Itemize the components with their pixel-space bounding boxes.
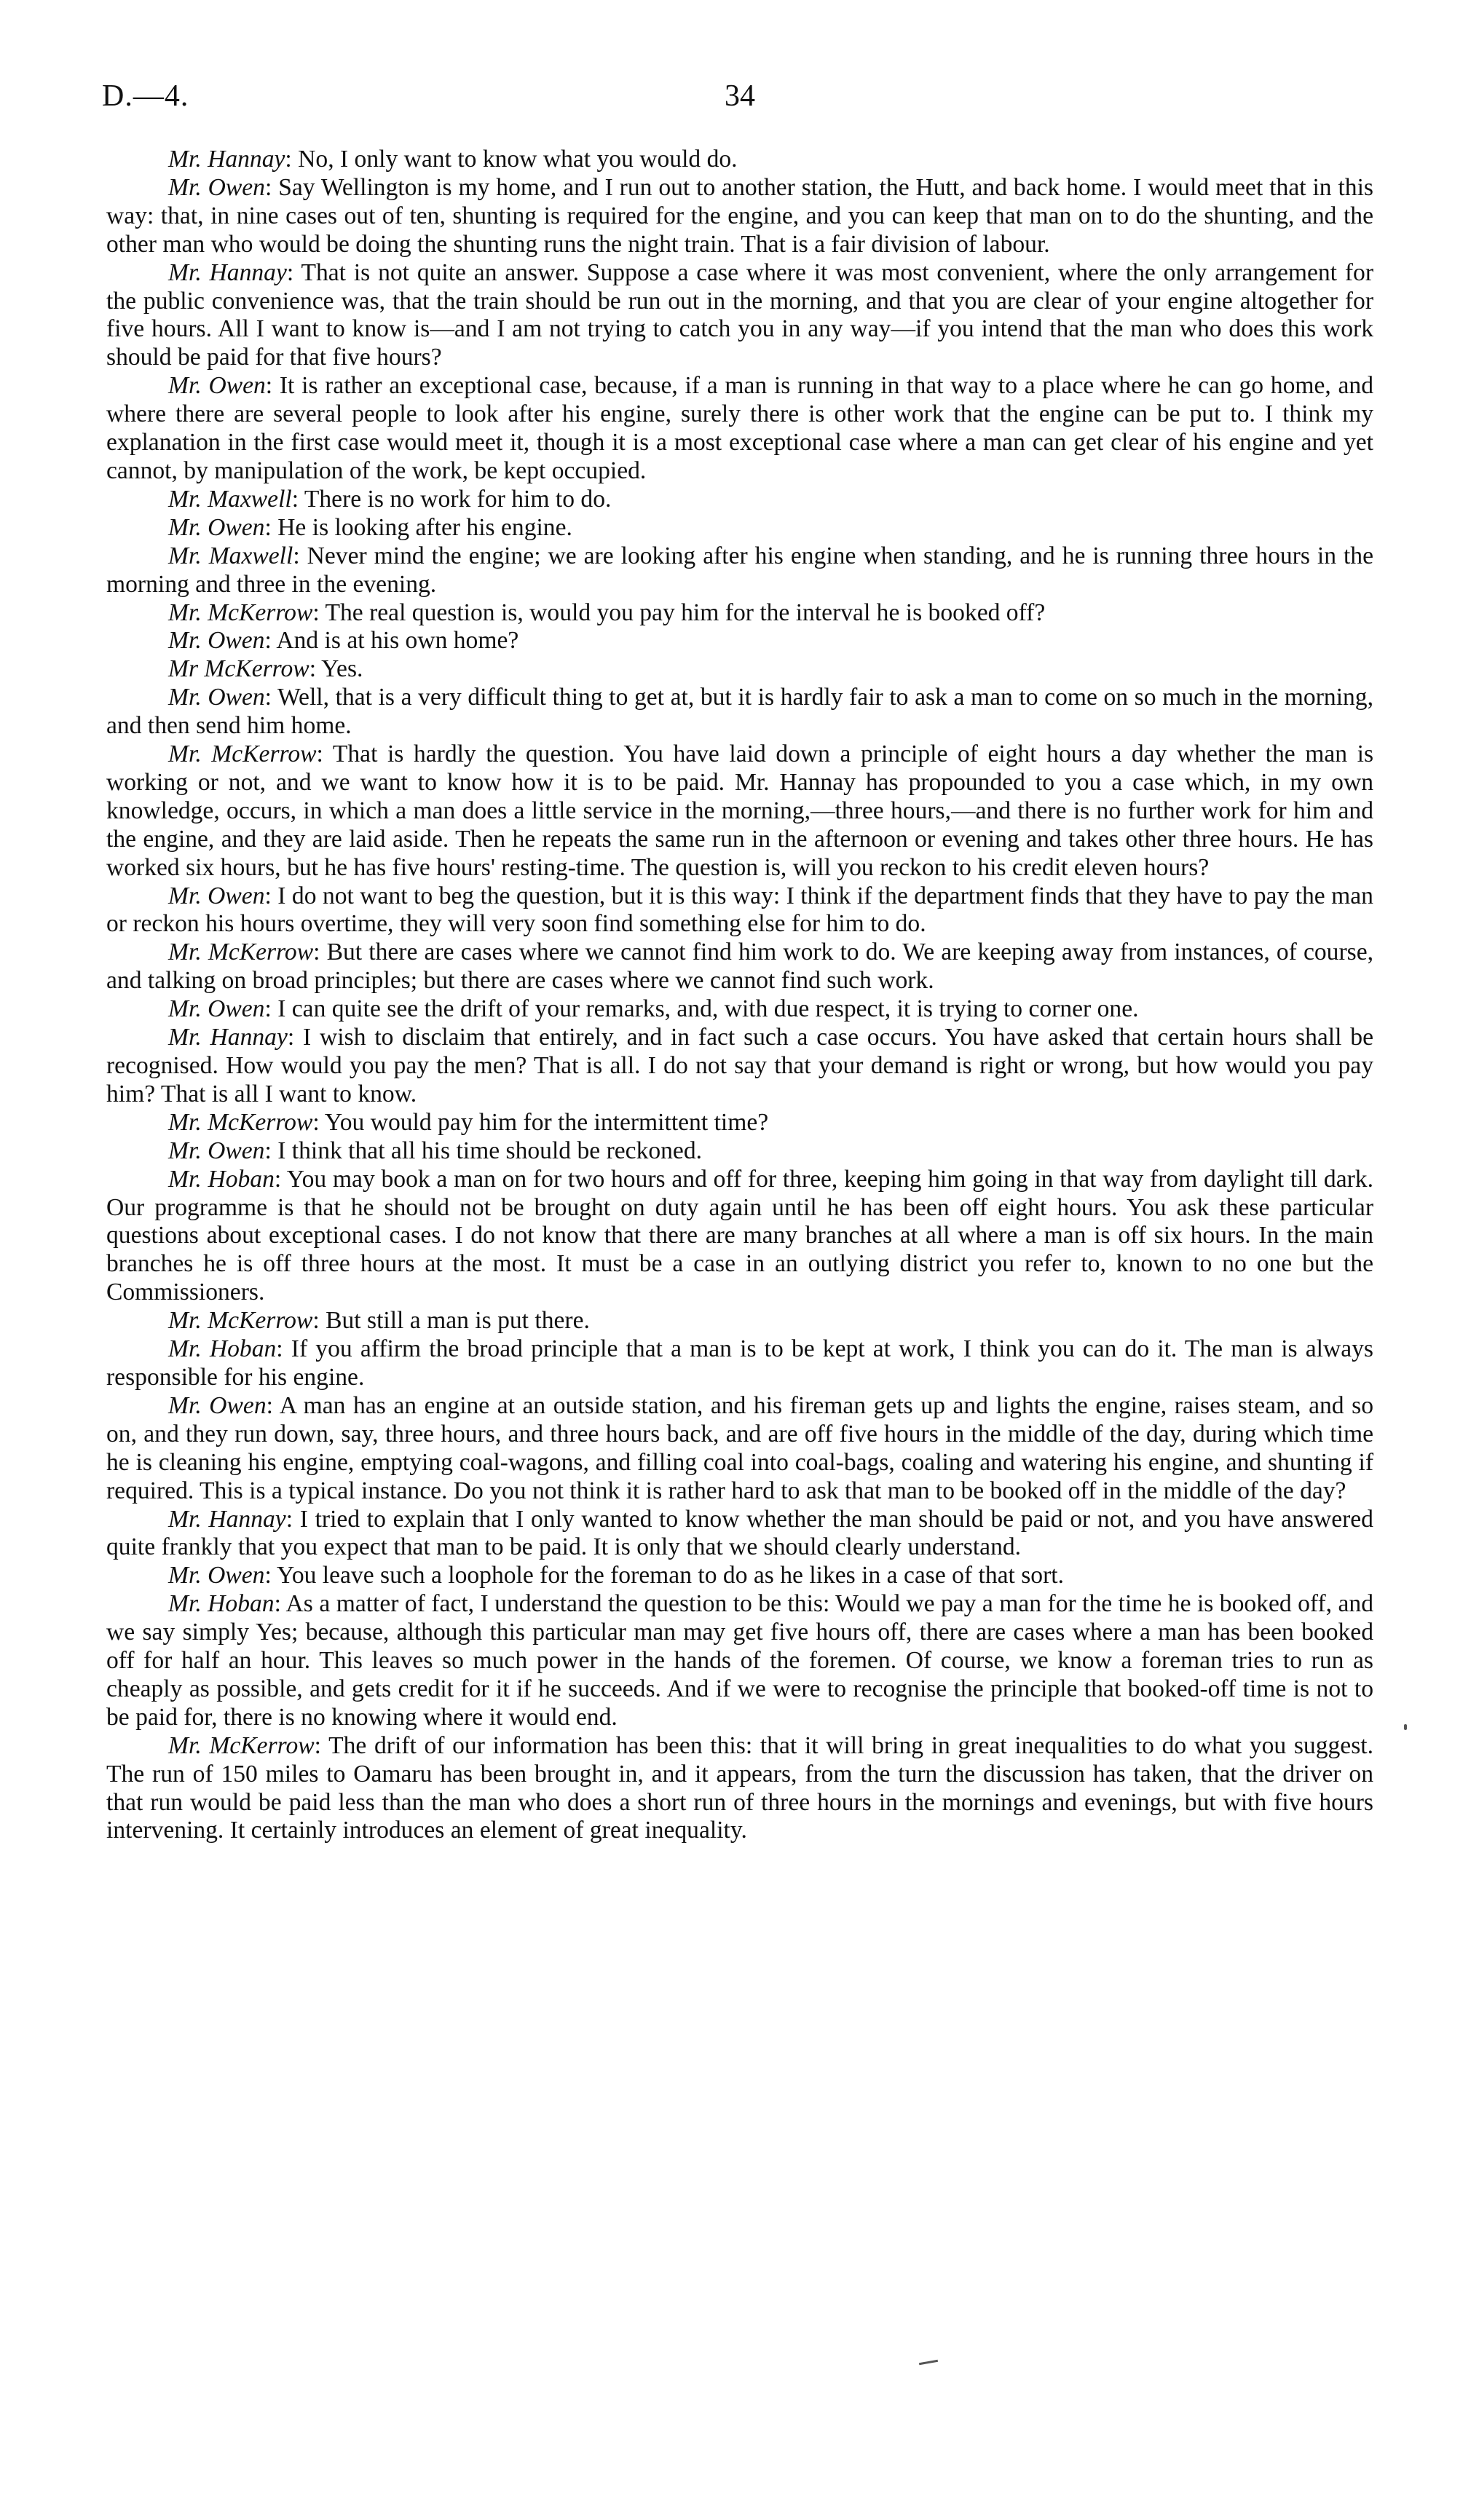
dialogue-paragraph: Mr. Hoban: As a matter of fact, I understand the question to be this: Would we pay a man for the time he is booked off, and we say simply Yes; because, although this particular man may get five hours off, there are cases where a man has been booked off for half an hour. This leaves so much power in the hands of the foremen. Of course, we know a foreman tries to run as cheaply as possible, and gets credit for it if he succeeds. And if we were to recognise the principle that booked-off time is not to be paid for, there is no knowing where it would end. bbox=[106, 1590, 1374, 1731]
speaker-name: Mr. Owen bbox=[168, 1137, 265, 1164]
speaker-name: Mr. Maxwell bbox=[168, 485, 292, 513]
speaker-name: Mr. Hoban bbox=[168, 1335, 277, 1363]
speech-text: I tried to explain that I only wanted to know whether the man should be paid or not, and you have answered quite frankly that you expect that man to be paid. It is only that we should clearly understand. bbox=[106, 1505, 1373, 1561]
dialogue-paragraph: Mr. Hannay: I wish to disclaim that entirely, and in fact such a case occurs. You have asked that certain hours shall be recognised. How would you pay the men? That is all. I do not say that your demand is right or wrong, but how would you pay him? That is all I want to know. bbox=[106, 1024, 1373, 1107]
speaker-name: Mr. Owen bbox=[168, 882, 265, 909]
speaker-name: Mr. Owen bbox=[168, 995, 265, 1023]
speech-text: But still a man is put there. bbox=[326, 1307, 590, 1335]
speaker-name: Mr. Hannay bbox=[168, 146, 285, 173]
speech-text: That is not quite an answer. Suppose a case where it was most convenient, where the only arrangement for the public convenience was, that the train should be run out in the morning, and that you are clear of your engine altogether for five hours. All I want to know is—and I am not trying to catch you in any way—if you intend that the man who does this work should be paid for that five hours? bbox=[106, 258, 1374, 371]
dialogue-paragraph: Mr. Owen: A man has an engine at an outside station, and his fireman gets up and lights the engine, raises steam, and so on, and they run down, say, three hours, and three hours back, and are off five hours in the middle of the day, during which time he is cleaning his engine, emptying coal-wagons, and filling coal into coal-bags, coaling and watering his engine, and shunting if required. This is a typical instance. Do you not think it is rather hard to ask that man to be booked off in the middle of the day? bbox=[106, 1391, 1373, 1504]
speaker-name: Mr. Owen bbox=[168, 372, 266, 400]
speech-text: The real question is, would you pay him for the interval he is booked off? bbox=[325, 599, 1046, 626]
speaker-name: Mr. Hannay bbox=[168, 1505, 286, 1533]
dialogue-paragraph: Mr. Owen: I can quite see the drift of your remarks, and, with due respect, it is trying to corner one. bbox=[168, 995, 1139, 1023]
dialogue-paragraph: Mr. Owen: Say Wellington is my home, and I run out to another station, the Hutt, and back home. I would meet that in this way: that, in nine cases out of ten, shunting is required for the engine, and you can keep that man on to do the shunting, and the other man who would be doing the shunting runs the night train. That is a fair division of labour. bbox=[106, 173, 1373, 258]
dialogue-paragraph: Mr. Hannay: No, I only want to know what you would do. bbox=[168, 146, 738, 173]
dialogue-paragraph: Mr. McKerrow: The real question is, would you pay him for the interval he is booked off? bbox=[168, 599, 1046, 626]
speaker-name: Mr. McKerrow bbox=[168, 939, 314, 966]
speech-text: As a matter of fact, I understand the question to be this: Would we pay a man for the time he is booked off, and we say simply Yes; because, although this particular man may get five hours off, there are cases where a man has been booked off for half an hour. This leaves so much power in the hands of the foremen. Of course, we know a foreman tries to run as cheaply as possible, and gets credit for it if he succeeds. And if we were to recognise the principle that booked-off time is not to be paid for, there is no knowing where it would end. bbox=[106, 1590, 1374, 1731]
dialogue-paragraph: Mr. Owen: I do not want to beg the question, but it is this way: I think if the department finds that they have to pay the man or reckon his hours overtime, they will very soon find something else for him to do. bbox=[106, 882, 1373, 938]
speaker-name: Mr. McKerrow bbox=[168, 1307, 313, 1335]
dialogue-paragraph: Mr. McKerrow: That is hardly the question. You have laid down a principle of eight hours a day whether the man is working or not, and we want to know how it is to be paid. Mr. Hannay has propounded to you a case which, in my own knowledge, occurs, in which a man does a little service in the morning,—three hours,—and there is no further work for him and the engine, and they are laid aside. Then he repeats the same run in the afternoon or evening and takes other three hours. He has worked six hours, but he has five hours' resting-time. The question is, will you reckon to his credit eleven hours? bbox=[106, 740, 1374, 881]
speech-text: If you affirm the broad principle that a man is to be kept at work, I think you can do it. The man is always responsible for his engine. bbox=[106, 1335, 1373, 1391]
speech-text: You leave such a loophole for the foreman to do as he likes in a case of that sort. bbox=[276, 1562, 1064, 1589]
dialogue-paragraph: Mr. Maxwell: Never mind the engine; we are looking after his engine when standing, and he is running three hours in the morning and three in the evening. bbox=[106, 542, 1374, 598]
speech-text: I can quite see the drift of your remarks, and, with due respect, it is trying to corner one. bbox=[277, 995, 1139, 1023]
speaker-name: Mr McKerrow bbox=[168, 655, 309, 683]
speech-text: Yes. bbox=[321, 655, 363, 683]
speech-text: Never mind the engine; we are looking after his engine when standing, and he is running three hours in the morning and three in the evening. bbox=[106, 542, 1374, 598]
margin-mark bbox=[1404, 1724, 1407, 1730]
speaker-name: Mr. Maxwell bbox=[168, 542, 293, 569]
page-number: 34 bbox=[725, 79, 755, 113]
dialogue-paragraph: Mr. Owen: I think that all his time should be reckoned. bbox=[168, 1137, 703, 1164]
speaker-name: Mr. McKerrow bbox=[168, 1108, 313, 1136]
speaker-name: Mr. Owen bbox=[168, 684, 265, 711]
speech-text: You would pay him for the intermittent time? bbox=[324, 1108, 769, 1136]
dialogue-paragraph: Mr. Hannay: That is not quite an answer. Suppose a case where it was most convenient, where the only arrangement for the public convenience was, that the train should be run out in the morning, and that you are clear of your engine altogether for five hours. All I want to know is—and I am not trying to catch you in any way—if you intend that the man who does this work should be paid for that five hours? bbox=[106, 258, 1374, 371]
speech-text: I wish to disclaim that entirely, and in fact such a case occurs. You have asked that certain hours shall be recognised. How would you pay the men? That is all. I do not say that your demand is right or wrong, but how would you pay him? That is all I want to know. bbox=[106, 1024, 1373, 1107]
dialogue-paragraph: Mr. McKerrow: You would pay him for the intermittent time? bbox=[168, 1108, 769, 1136]
page-reference: D.—4. bbox=[102, 79, 189, 113]
speaker-name: Mr. Hannay bbox=[168, 1024, 288, 1051]
speech-text: No, I only want to know what you would do. bbox=[298, 146, 738, 173]
speech-text: And is at his own home? bbox=[276, 627, 519, 655]
speaker-name: Mr. Owen bbox=[168, 513, 265, 541]
dialogue-paragraph: Mr. Owen: He is looking after his engine. bbox=[168, 513, 572, 541]
speaker-name: Mr. Hoban bbox=[168, 1590, 275, 1618]
speaker-name: Mr. Hannay bbox=[168, 258, 287, 286]
dialogue-paragraph: Mr. McKerrow: But there are cases where we cannot find him work to do. We are keeping away from instances, of course, and talking on broad principles; but there are cases where we cannot find such work. bbox=[106, 939, 1374, 995]
speech-text: There is no work for him to do. bbox=[304, 485, 612, 513]
dialogue-paragraph: Mr. McKerrow: But still a man is put there. bbox=[168, 1307, 590, 1335]
speaker-name: Mr. McKerrow bbox=[168, 740, 317, 768]
dialogue-paragraph: Mr. McKerrow: The drift of our information has been this: that it will bring in great inequalities to do what you suggest. The run of 150 miles to Oamaru has been brought in, and it appears, from the turn the discussion has taken, that the driver on that run would be paid less than the man who does a short run of three hours in the mornings and evenings, but with five hours intervening. It certainly introduces an element of great inequality. bbox=[106, 1731, 1373, 1844]
dialogue-paragraph: Mr. Hannay: I tried to explain that I only wanted to know whether the man should be paid or not, and you have answered quite frankly that you expect that man to be paid. It is only that we should clearly understand. bbox=[106, 1505, 1373, 1561]
speech-text: He is looking after his engine. bbox=[277, 513, 572, 541]
speaker-name: Mr. Owen bbox=[168, 1562, 265, 1589]
end-mark bbox=[919, 2360, 938, 2365]
dialogue-paragraph: Mr. Owen: And is at his own home? bbox=[168, 627, 519, 655]
speech-text: The drift of our information has been this: that it will bring in great inequalities to do what you suggest. The run of 150 miles to Oamaru has been brought in, and it appears, from the turn the discussion has taken, that the driver on that run would be paid less than the man who does a short run of three hours in the mornings and evenings, but with five hours intervening. It certainly introduces an element of great inequality. bbox=[106, 1731, 1373, 1844]
dialogue-paragraph: Mr. Hoban: If you affirm the broad principle that a man is to be kept at work, I think you can do it. The man is always responsible for his engine. bbox=[106, 1335, 1373, 1391]
speech-text: Well, that is a very difficult thing to get at, but it is hardly fair to ask a man to come on so much in the morning, and then send him home. bbox=[106, 684, 1373, 740]
speech-text: But there are cases where we cannot find him work to do. We are keeping away from instances, of course, and talking on broad principles; but there are cases where we cannot find such work. bbox=[106, 939, 1374, 995]
speaker-name: Mr. Owen bbox=[168, 627, 265, 655]
speech-text: That is hardly the question. You have laid down a principle of eight hours a day whether the man is working or not, and we want to know how it is to be paid. Mr. Hannay has propounded to you a case which, in my own knowledge, occurs, in which a man does a little service in the morning,—three hours,—and there is no further work for him and the engine, and they are laid aside. Then he repeats the same run in the afternoon or evening and takes other three hours. He has worked six hours, but he has five hours' resting-time. The question is, will you reckon to his credit eleven hours? bbox=[106, 740, 1374, 881]
dialogue-paragraph: Mr. Owen: You leave such a loophole for the foreman to do as he likes in a case of that sort. bbox=[168, 1562, 1064, 1589]
speech-text: Say Wellington is my home, and I run out to another station, the Hutt, and back home. I would meet that in this way: that, in nine cases out of ten, shunting is required for the engine, and you can keep that man on to do the shunting, and the other man who would be doing the shunting runs the night train. That is a fair division of labour. bbox=[106, 173, 1373, 258]
transcript-body bbox=[106, 146, 1373, 1845]
dialogue-paragraph: Mr. Owen: Well, that is a very difficult thing to get at, but it is hardly fair to ask a man to come on so much in the morning, and then send him home. bbox=[106, 684, 1373, 740]
speaker-name: Mr. McKerrow bbox=[168, 1731, 315, 1759]
dialogue-paragraph: Mr. Hoban: You may book a man on for two hours and off for three, keeping him going in that way from daylight till dark. Our programme is that he should not be brought on duty again until he has been off eight hours. You ask these particular questions about exceptional cases. I do not know that there are many branches at all where a man is off six hours. In the main branches he is off three hours at the most. It must be a case in an outlying district you refer to, known to no one but the Commissioners. bbox=[106, 1165, 1373, 1306]
speaker-name: Mr. Owen bbox=[168, 1391, 267, 1419]
speaker-name: Mr. Hoban bbox=[168, 1165, 275, 1193]
speech-text: I think that all his time should be reckoned. bbox=[277, 1137, 703, 1164]
dialogue-paragraph: Mr McKerrow: Yes. bbox=[168, 655, 363, 683]
speech-text: I do not want to beg the question, but it is this way: I think if the department finds that they have to pay the man or reckon his hours overtime, they will very soon find something else for him to do. bbox=[106, 882, 1373, 938]
speaker-name: Mr. McKerrow bbox=[168, 599, 313, 626]
speech-text: A man has an engine at an outside station, and his fireman gets up and lights the engine, raises steam, and so on, and they run down, say, three hours, and three hours back, and are off five hours in the middle of the day, during which time he is cleaning his engine, emptying coal-wagons, and filling coal into coal-bags, coaling and watering his engine, and shunting if required. This is a typical instance. Do you not think it is rather hard to ask that man to be booked off in the middle of the day? bbox=[106, 1391, 1373, 1504]
dialogue-paragraph: Mr. Maxwell: There is no work for him to do. bbox=[168, 485, 612, 513]
speaker-name: Mr. Owen bbox=[168, 173, 265, 201]
dialogue-paragraph: Mr. Owen: It is rather an exceptional case, because, if a man is running in that way to a place where he can go home, and where there are several people to look after his engine, surely there is other work that the engine can be put to. I think my explanation in the first case would meet it, though it is a most exceptional case where a man can get clear of his engine and yet cannot, by manipulation of the work, be kept occupied. bbox=[106, 372, 1373, 484]
speech-text: It is rather an exceptional case, because, if a man is running in that way to a place where he can go home, and where there are several people to look after his engine, surely there is other work that the engine can be put to. I think my explanation in the first case would meet it, though it is a most exceptional case where a man can get clear of his engine and yet cannot, by manipulation of the work, be kept occupied. bbox=[106, 372, 1373, 484]
speech-text: You may book a man on for two hours and off for three, keeping him going in that way from daylight till dark. Our programme is that he should not be brought on duty again until he has been off eight hours. You ask these particular questions about exceptional cases. I do not know that there are many branches at all where a man is off six hours. In the main branches he is off three hours at the most. It must be a case in an outlying district you refer to, known to no one but the Commissioners. bbox=[106, 1165, 1373, 1306]
